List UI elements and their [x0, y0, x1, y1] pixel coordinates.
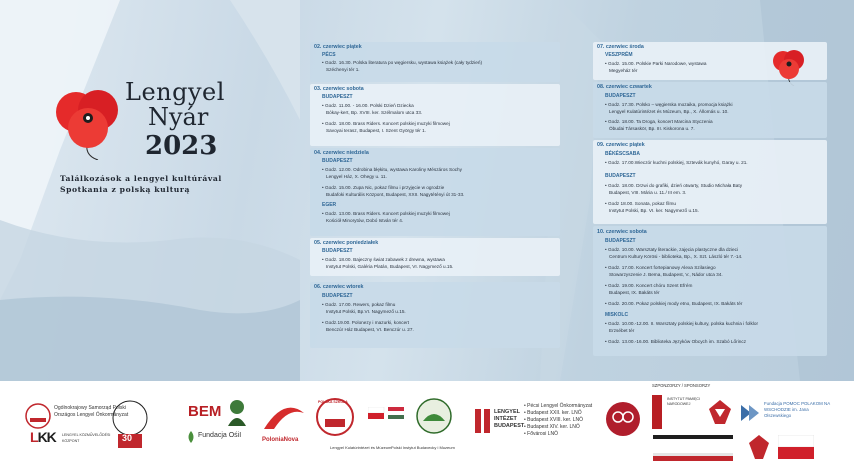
event-line: Erzsébet tér: [609, 328, 635, 333]
event-line: Benczúr Ház Budapest, VI. Benczúr u. 27.: [326, 327, 414, 332]
poster-title-line2: Nyár: [148, 103, 209, 131]
event-line: Instytut Polski, Bp. VI. ker. Nagymező u.15.: [609, 208, 699, 213]
lengyel-intezet-mark-icon: [473, 407, 493, 435]
fundacja-osil-name: Fundacja OśiI: [198, 432, 242, 439]
event-line: • Godz. 17.00. Rewers, pokaz filmu: [322, 302, 396, 307]
pomoc-arrows-icon: [739, 403, 761, 423]
lengyel-intezet-name: LENGYEL INTÉZET BUDAPEST: [494, 409, 525, 429]
city-name: MISKOLC: [605, 312, 629, 318]
day-heading: 07. czerwiec środa: [597, 44, 644, 50]
polish-school-name: POLSKA SZKOŁA: [318, 400, 348, 404]
poland-flag-icon: [778, 435, 814, 459]
poster-title-area: [0, 0, 300, 381]
sponsors-heading: SZPONZORZY / SPONSORZY: [652, 383, 711, 388]
event-line: • Godz. 13.00.-16.00. Biblioteka Języków Obcych im. Szabó Lőrincz: [605, 339, 747, 344]
event-line: • Godz. 19.00. Koncert chóru Szent Efrém: [605, 283, 693, 288]
day-heading: 09. czerwiec piątek: [597, 142, 645, 148]
event-line: Budapest, IX. Bakáts tér: [609, 290, 660, 295]
fundacja-leaf-icon: [186, 431, 196, 443]
event-line: • Godz. 13.00. Brass Riders. Koncert polskiej muzyki filmowej: [322, 211, 450, 216]
district-seal-icon: [415, 397, 453, 435]
pomoc-polakom-name: Fundacja POMOC POLAKOM NA WSCHODZIE im. Jana Olszewskiego: [764, 401, 830, 418]
poster-title-line1: Lengyel: [125, 78, 225, 106]
city-name: BÉKÉSCSABA: [605, 151, 641, 157]
poster-subtitle-pl: Spotkania z polską kulturą: [60, 185, 191, 194]
eagle-emblem-icon: [705, 397, 735, 427]
event-line: Instytut Polski, Bp.VI. Nagymező u.15.: [326, 309, 406, 314]
event-line: • Godz. 15.00. Polskie Parki Narodowe, wystawa: [605, 61, 707, 66]
city-name: BUDAPESZT: [322, 158, 353, 164]
event-line: Lengyel Kulatúrintézet és Múzeum, Bp., X. Állomás u. 10.: [609, 109, 729, 114]
event-line: Savoyai terasz, Budapest, I. Szent György tér 1.: [326, 128, 427, 133]
event-line: • Godz. 17.00. Koncert fortepianowy Alexa Szilasiego: [605, 265, 716, 270]
polonianova-name: PoloniaNova: [262, 437, 299, 443]
day-box-06: [310, 282, 560, 348]
bem-portrait-icon: [226, 398, 248, 426]
day-heading: 04. czerwiec niedziela: [314, 150, 369, 156]
pl-hu-flags-icon: [368, 407, 404, 429]
event-line: • Godz. 15.00. Zupa Nic, pokaz filmu i przyjęcie w ogrodzie: [322, 185, 445, 190]
event-line: • Godz. 17.00.Wieczór kuchni polskiej, Sztevák kunyhó, Garay u. 21.: [605, 160, 748, 165]
event-line: • Godz. 18.00. Drzwi do grafiki, dzień otwarty, Studio Michała Baty: [605, 183, 743, 188]
partner-list-item: • Pécsi Lengyel Önkormányzat: [524, 403, 593, 409]
event-line: Lengyel Ház, X. Ohegy u. 11.: [326, 174, 387, 179]
event-line: Budapest, VIII. Mária u. 11./ III em. 3.: [609, 190, 687, 195]
city-name: BUDAPESZT: [322, 94, 353, 100]
circle-foundation-icon: [605, 401, 641, 437]
city-name: PÉCS: [322, 52, 336, 58]
event-line: • Godz. 18.00. Brass Riders. Koncert polskiej muzyki filmowej: [322, 121, 450, 126]
event-line: • Godz. 20.00. Pokaz polskiej mody etno, Budapest, IX. Bakáts tér: [605, 301, 743, 306]
org2-name: LENGYEL KÖZMŰVELŐDÉSI KÖZPONT: [62, 433, 111, 443]
event-line: • Godz. 17.30. Polsko – węgierska mozaika, promocja książki: [605, 102, 733, 107]
org1-name-hu: Országos Lengyel Önkormányzat: [54, 412, 129, 418]
eagle-small-icon: [745, 433, 773, 461]
event-line: • Godz 18.00. Sonata, pokaz filmu: [605, 201, 676, 206]
event-line: Stowarzyszenie J. Bema, Budapest, V., Nádor utca 34.: [609, 272, 723, 277]
event-line: • Godz. 18.00. Bajeczny świat zabawek z drewna, wystawa: [322, 257, 445, 262]
event-line: Széchenyi tér 1.: [326, 67, 360, 72]
anniversary-number: 30: [122, 433, 133, 443]
lkk-logo-icon: LKK: [30, 429, 56, 445]
city-name: BUDAPESZT: [605, 93, 636, 99]
event-line: Budafoki Kulturális Központ, Budapest, XXII. Nagytétényi út 31-33.: [326, 192, 465, 197]
day-heading: 08. czerwiec czwartek: [597, 84, 652, 90]
lkm-name: Lengyel Kulatúrintézet és Múzeum: [330, 445, 392, 450]
event-line: Óbudai Társaskör, Bp. III. Kiskorona u. 7.: [609, 126, 695, 131]
city-name: BUDAPESZT: [605, 173, 636, 179]
event-line: Centrum Kultury Körösi - biblioteka, Bp., X. Szt. László tér 7.-14.: [609, 254, 743, 259]
city-name: BUDAPESZT: [322, 248, 353, 254]
city-name: BUDAPESZT: [605, 238, 636, 244]
event-line: • Godz. 16.30. Polska literatura po węgiersku, wystawa książek (cały tydzień): [322, 60, 483, 65]
partner-list-item: • Budapest XVIII. ker. LNÖ: [524, 417, 584, 423]
ministry-bar-icon: [653, 435, 733, 461]
event-line: • Godz. 10.00.-12.00. II. Warsztaty polskiej kultury, polska kuchnia i folklor: [605, 321, 759, 326]
day-heading: 06. czerwiec wtorek: [314, 284, 364, 290]
ipn-name: INSTYTUT PAMIĘCI NARODOWEJ: [667, 397, 701, 406]
poppy-small-icon: [770, 46, 808, 86]
sponsor-logo-bar: [0, 381, 854, 468]
event-line: • Godz. 12.00. Odrobina błękitu, wystawa Karoliny Mészáros Sochy: [322, 167, 462, 172]
event-line: Instytut Polski, Galéria Platán, Budapest, VI. Nagymező u.15.: [326, 264, 454, 269]
event-line: Bókay-kert, Bp. XVIII. ker. Szélmalom utca 33.: [326, 110, 423, 115]
olo-seal-icon: [25, 403, 51, 429]
city-name: BUDAPESZT: [322, 293, 353, 299]
poster-title-year: 2023: [145, 131, 218, 161]
event-line: Kościół Minorytów, Dobó István tér 4.: [326, 218, 404, 223]
day-heading: 05. czerwiec poniedziałek: [314, 240, 379, 246]
poppy-icon: [48, 80, 128, 160]
event-line: • Godz. 11.00. - 16.00. Polski Dzień Dziecka: [322, 103, 414, 108]
org1-name-pl: Ogólnokrajowy Samorząd Polski: [54, 405, 126, 411]
day-heading: 10. czerwiec sobota: [597, 229, 647, 235]
ipb-name: Polski Instytut Budavecky i Muzeum: [391, 445, 455, 450]
event-line: • Godz. 10.00. Warsztaty literackie, zajęcia plastyczne dla dzieci: [605, 247, 739, 252]
day-heading: 03. czerwiec sobota: [314, 86, 364, 92]
bem-logo-text: BEM: [188, 403, 222, 420]
city-name: VESZPRÉM: [605, 52, 633, 58]
partner-list-item: • Budapest XIV. ker. LNÖ: [524, 424, 580, 430]
poster-subtitle-hu: Találkozások a lengyel kultúrával: [60, 174, 222, 183]
polonianova-swoosh-icon: [262, 403, 306, 433]
event-line: • Godz. 18.00. Ta Droga, koncert Marcina Styczenia: [605, 119, 713, 124]
ipn-bar-icon: [650, 395, 664, 429]
partner-list-item: • Budapest XXII. ker. LNÖ: [524, 410, 582, 416]
city-name: EGER: [322, 202, 337, 208]
event-line: • Godz.19.00. Polonezy i mazurki, koncert: [322, 320, 410, 325]
day-heading: 02. czerwiec piątek: [314, 44, 362, 50]
partner-list-item: • Fővárosi LNÖ: [524, 431, 558, 437]
event-line: Megyeház tér: [609, 68, 638, 73]
